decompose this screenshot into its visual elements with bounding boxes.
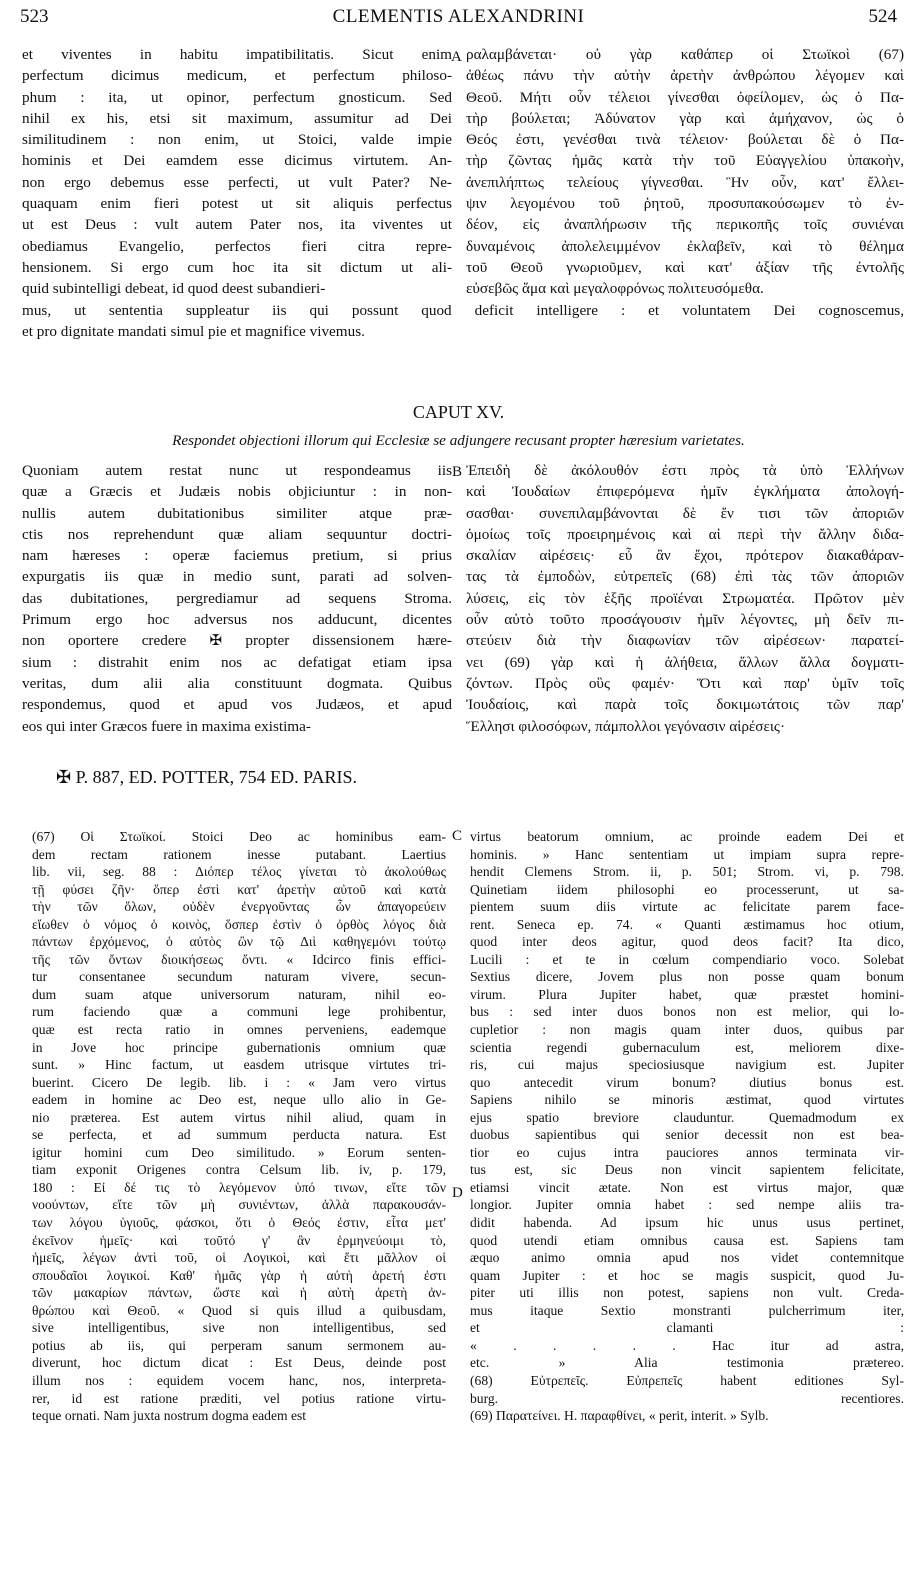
text-line: obediamus Evangelio, perfectos fieri citra repre- xyxy=(22,237,452,255)
text-line: nio præterea. Est autem virtus nihil aliud, quam in xyxy=(32,1109,446,1125)
text-line: nihil ex his, etsi sit maximum, assumitur ad Dei xyxy=(22,109,452,127)
text-line: potius ab iis, qui perperam sanum sermonem au- xyxy=(32,1337,446,1353)
text-line: Quoniam autem restat nunc ut respondeamus iis xyxy=(22,462,452,479)
text-line: rum faciendo quæ a communi lege prohibentur, xyxy=(32,1004,446,1020)
text-line: ἀθέως πάνυ τὴν αὐτὴν ἀρετὴν ἀνθρώπου λέγομεν καὶ xyxy=(466,67,904,85)
text-line: lib. vii, seg. 88 : Διόπερ τέλος γίνεται τὸ ἀκολούθως xyxy=(32,864,446,880)
text-line: longior. Jupiter omnia habet : sed nempe aliis tra- xyxy=(470,1197,904,1213)
text-line: τὴρ βούλεται; Ἀδύνατον γὰρ καὶ ἀμήχανον, ὡς ὁ xyxy=(466,109,904,127)
text-line: respondemus, quod et apud vos Judæos, et apud xyxy=(22,696,452,714)
text-line: tiam exponit Origenes contra Celsum lib. iv, p. 179, xyxy=(32,1162,446,1178)
text-line: ejus spatio breviore clauduntur. Quemadmodum ex xyxy=(470,1109,904,1125)
latin-continuation xyxy=(22,300,904,343)
text-line: etc. » Alia testimonia prætereo. xyxy=(470,1355,904,1371)
text-line: ραλαμβάνεται· οὐ γὰρ καθάπερ οἱ Στωϊκοὶ (67) xyxy=(466,46,904,63)
text-line: quo antecedit virum bonum? diutius bonus est. xyxy=(470,1074,904,1090)
text-line: εὐσεβῶς ἅμα καὶ μεγαλοφρόνως πολιτευσόμεθα. xyxy=(466,280,764,298)
text-line: σπουδαῖοι λογικοί. Καθ' ἡμᾶς γὰρ ἡ αὐτὴ ἀρετή ἐστι xyxy=(32,1267,446,1283)
greek-column-top xyxy=(466,44,904,300)
text-line: et viventes in habitu impatibilitatis. Sicut enim xyxy=(22,46,452,63)
chapter-title: CAPUT XV. xyxy=(412,402,505,422)
text-line: tior eo cujus intra pauciores annos terminata vir- xyxy=(470,1144,904,1160)
text-line: Sapiens nihilo se minoris æstimat, quod virtutes xyxy=(470,1092,904,1108)
text-line: (68) Εὐτρεπεῖς. Εὐπρεπεῖς habent editiones Syl- xyxy=(470,1372,904,1388)
text-line: Primum ergo hoc adversus nos adducunt, dicentes xyxy=(22,611,452,629)
text-line: ὁμοίως τοῖς προειρημένοις καὶ αἱ περὶ τὴν ἄλλην διδα- xyxy=(466,525,904,543)
text-line: hominis et Dei eamdem esse dicimus virtutem. An- xyxy=(22,152,452,170)
text-line: igitur homini cum Deo similitudo. » Eorum senten- xyxy=(32,1144,446,1160)
text-line: eos qui inter Græcos fuere in maxima existima- xyxy=(22,717,311,735)
text-line: dem rectam rationem inesse putabant. Laertius xyxy=(32,846,446,862)
text-line: perfectum dicimus medicum, et perfectum philoso- xyxy=(22,67,452,85)
text-line: σασθαι· συνεπιλαμβάνονται δὲ ἔν τισι τῶν ἀποριῶν xyxy=(466,504,904,522)
text-line: λύσεις, εἰς τὸν ἑξῆς προϊέναι Στρωματέα. Πρῶτον μὲν xyxy=(466,589,904,607)
text-line: cupletior : non magis quam inter duos, quibus par xyxy=(470,1022,904,1038)
text-line: στεύειν διὰ τὴν διαφωνίαν τῶν αἱρέσεων· παρατεί- xyxy=(466,632,904,650)
footnotes-right xyxy=(470,828,904,1425)
text-line: Θεός ἐστι, γενέσθαι τινὰ τέλειον· βούλεται δὲ ὁ Πα- xyxy=(466,131,904,149)
text-line: mus itaque Sextio monstranti pulcherrimum iter, xyxy=(470,1302,904,1318)
page-number-right: 524 xyxy=(868,6,897,27)
text-line: sium : distrahit enim nos ac defatigat etiam ipsa xyxy=(22,653,452,671)
text-line: scientia regendi gubernaculum est, meliorem dixe- xyxy=(470,1039,904,1055)
text-line: θρώπου καὶ Θεοῦ. « Quod si quis illud a quibusdam, xyxy=(32,1302,446,1318)
text-line: quod utendi etiam omnibus causa est. Sapiens tam xyxy=(470,1232,904,1248)
text-line: etiamsi vincit ætate. Non est virtus major, quæ xyxy=(470,1179,904,1195)
text-line: νοούντων, εἴτε τῶν μὴ συνιέντων, ἀλλὰ παρακουσάν- xyxy=(32,1197,446,1213)
text-line: das dubitationes, pergrediamur ad sequens Stroma. xyxy=(22,589,452,607)
text-line: sive intelligentibus, sive non intelligentibus, sed xyxy=(32,1320,446,1336)
text-line: buerint. Cicero De legib. lib. i : « Jam vero virtus xyxy=(32,1074,446,1090)
text-line: καὶ Ἰουδαίων ἐπιφερόμενα ἡμῖν ἐγκλήματα ἀπολογή- xyxy=(466,483,904,501)
text-line: quæ a Græcis et Judæis nobis objiciuntur : in non- xyxy=(22,483,452,501)
text-line: rent. Seneca ep. 74. « Quanti æstimamus hoc otium, xyxy=(470,916,904,932)
text-line: Lucili : et te in cœlum compendiario voco. Solebat xyxy=(470,951,904,967)
text-line: rer, id est ratione præditi, vel potius ratione virtu- xyxy=(32,1390,446,1406)
text-line: (67) Οἱ Στωϊκοί. Stoici Deo ac hominibus eam- xyxy=(32,829,446,844)
text-line: τῶν μακαρίων πάντων, ὥστε καὶ ἡ αὐτὴ ἀρετὴ ἀν- xyxy=(32,1285,446,1301)
margin-mark-c: C xyxy=(452,828,463,844)
text-line: mus, ut sententia suppleatur iis qui possunt quod deficit intelligere : et voluntatem Dei cognoscemus, xyxy=(22,302,904,319)
text-line: burg. recentiores. xyxy=(470,1390,904,1406)
text-line: τὴν τῶν ὅλων, οὐδὲν ἐνεργοῦντας ὧν ἀπαγορεύειν xyxy=(32,899,446,915)
greek-column-middle xyxy=(466,460,904,737)
latin-column-middle xyxy=(22,460,452,737)
running-title: CLEMENTIS ALEXANDRINI xyxy=(332,6,585,27)
text-line: quod inter deos agitur, quod deos facit? Ita dico, xyxy=(470,934,904,950)
text-line: τοῦ Θεοῦ γνωριοῦμεν, καὶ κατ' ἀξίαν τῆς ἐντολῆς xyxy=(466,258,904,276)
text-line: οὖν αὐτὸ τοῦτο προσάγουσιν ἡμῖν λέγοντες, μὴ δεῖν πι- xyxy=(466,611,904,629)
text-line: hominis. » Hanc sententiam ut impiam supra repre- xyxy=(470,846,904,862)
text-line: Quinetiam iidem philosophi eo processerunt, ut sa- xyxy=(470,881,904,897)
text-line: ris, cui majus speciosiusque navigium est. Jupiter xyxy=(470,1057,904,1073)
text-line: Ἕλλησι φιλοσόφων, πάμπολλοι γεγόνασιν αἱρέσεις· xyxy=(466,717,786,735)
text-line: νει (69) γὰρ καὶ ἡ ἀλήθεια, ἄλλων ἄλλα δογματι- xyxy=(466,653,904,671)
chapter-summary: Respondet objectioni illorum qui Ecclesiæ se adjungere recusant propter hæresium varietates. xyxy=(172,432,745,449)
text-line: illum nos : equidem vocem hanc, nos, interpreta- xyxy=(32,1372,446,1388)
text-line: nullis autem dubitationibus similiter atque præ- xyxy=(22,504,452,522)
page-number-left: 523 xyxy=(20,6,49,27)
text-line: σκαλίαν αἱρέσεις· εὖ ἂν ἔχοι, πρότερον διακαθάραν- xyxy=(466,547,904,565)
text-line: veritas, dum alii alia constituunt dogmata. Quibus xyxy=(22,674,452,692)
text-line: virum. Plura Jupiter habet, quæ præstet homini- xyxy=(470,986,904,1002)
text-line: piter uti illis non potest, sapiens non vult. Creda- xyxy=(470,1285,904,1301)
text-line: expurgatis iis quæ in medio sunt, parati ad solven- xyxy=(22,568,452,586)
text-line: ctis nos reprehendunt quæ aliam sequuntur doctri- xyxy=(22,525,452,543)
text-line: 180 : Εἰ δέ τις τὸ λεγόμενον ὑπό τινων, εἴτε τῶν xyxy=(32,1179,446,1195)
text-line: δυναμένοις ἀπολελειμμένον ἐκλαβεῖν, καὶ τὸ θέλημα xyxy=(466,237,904,255)
text-line: diverunt, hoc dictum dicat : Est Deus, deinde post xyxy=(32,1355,446,1371)
text-line: πάντων ἐρχόμενος, ὁ αὐτὸς ὢν τῷ Διὶ καθηγεμόνι τούτῳ xyxy=(32,934,446,950)
text-line: quid subintelligi debeat, id quod deest subandieri- xyxy=(22,280,326,298)
text-line: ἡμεῖς, λέγων ἀντὶ τοῦ, οἱ Λογικοὶ, καὶ ἔτι μᾶλλον οἱ xyxy=(32,1250,446,1266)
text-line: των λόγου ὑγιοῦς, φάσκοι, ὅτι ὁ Θεός ἐστιν, εἶτα μετ' xyxy=(32,1215,446,1231)
text-line: ἐκεῖνον ἡμεῖς· καὶ τοῦτό γ' ἂν ἑρμηνεύοιμι τὸ, xyxy=(32,1232,446,1248)
text-line: virtus beatorum omnium, ac proinde eadem Dei et xyxy=(470,829,904,844)
text-line: bus : sed inter duos bonos non est melior, qui lo- xyxy=(470,1004,904,1020)
text-line: τας τὰ ἐμποδὼν, εὐτρεπεῖς (68) ἐπὶ τὰς τῶν ἀποριῶν xyxy=(466,568,904,586)
text-line: hendit Clemens Strom. ii, p. 501; Strom. vi, p. 798. xyxy=(470,864,904,880)
text-line: et clamanti : xyxy=(470,1320,904,1336)
text-line: εἴωθεν ὁ νόμος ὁ κοινὸς, ὅσπερ ἐστὶν ὁ ὀρθὸς λόγος διὰ xyxy=(32,916,446,932)
text-line: ut est Deus : vult autem Pater nos, ita viventes ut xyxy=(22,216,452,234)
text-line: (69) Παρατείνει. H. παραφθίνει, « perit, interit. » Sylb. xyxy=(470,1408,769,1424)
text-line: didit habenda. Ad ipsum hic unus usus pertinet, xyxy=(470,1215,904,1231)
latin-column-top xyxy=(22,44,452,300)
text-line: in Jove hoc principe gubernationis omnium quæ xyxy=(32,1039,446,1055)
text-line: Ἰουδαίοις, καὶ παρὰ τοῖς δοκιμωτάτοις τῶν παρ' xyxy=(466,696,904,714)
text-line: tur consentanee secundum naturam vivere, secun- xyxy=(32,969,446,985)
text-line: duobus sapientibus qui senior decessit non est bea- xyxy=(470,1127,904,1143)
text-line: Ἐπειδὴ δὲ ἀκόλουθόν ἐστι πρὸς τὰ ὑπὸ Ἑλλήνων xyxy=(466,462,904,479)
text-line: non oportere credere ✠ propter dissensionem hære- xyxy=(22,632,452,650)
text-line: quam Jupiter : et hoc se magis suspicit, quod Ju- xyxy=(470,1267,904,1283)
text-line: Θεοῦ. Μήτι οὖν τέλειοι γίνεσθαι ὀφείλομεν, ὡς ὁ Πα- xyxy=(466,88,904,106)
text-line: hensionem. Si ergo cum hoc ita sit dictum ut ali- xyxy=(22,258,452,276)
edition-note: ✠ P. 887, ED. POTTER, 754 ED. PARIS. xyxy=(56,767,357,787)
text-line: τῆς τῶν ὄντων διοικήσεως ὄντι. « Idcirco finis effici- xyxy=(32,951,446,967)
text-line: tus est, sic Deus non vincit sapientem felicitate, xyxy=(470,1162,904,1178)
text-line: nam hæreses : operæ faciemus pretium, si prius xyxy=(22,547,452,565)
text-line: pientem suum diis virtute ac felicitate parem face- xyxy=(470,899,904,915)
text-line: quæ est recta ratio in omnes perveniens, eademque xyxy=(32,1022,446,1038)
text-line: dum suam atque universorum naturam, nihil eo- xyxy=(32,986,446,1002)
text-line: δέον, εἰς ἀναπλήρωσιν τῆς περικοπῆς τοῖς συνιέναι xyxy=(466,216,904,234)
text-line: τὴρ ζῶντας ἡμᾶς κατὰ τὴν τοῦ Εὐαγγελίου ὑπακοὴν, xyxy=(466,152,904,170)
text-line: teque ornati. Nam juxta nostrum dogma eadem est xyxy=(32,1408,307,1424)
footnotes-left xyxy=(32,828,446,1425)
text-line: se perfecta, et ad summum perducta natura. Est xyxy=(32,1127,446,1143)
text-line: « . . . . . Hac itur ad astra, xyxy=(470,1337,904,1353)
margin-mark-d: D xyxy=(452,1185,463,1201)
text-line: Sextius dicere, Jovem plus non posse quam bonum xyxy=(470,969,904,985)
margin-mark-b: B xyxy=(452,464,463,480)
running-header xyxy=(14,6,903,32)
text-line: τῇ φύσει ζῆν· ὅπερ ἐστὶ κατ' ἀρετὴν αὐτοῦ καὶ κατὰ xyxy=(32,881,446,897)
margin-mark-a: A xyxy=(451,49,462,65)
text-line: ζόντων. Πρὸς οὓς φαμέν· Ὅτι καὶ παρ' ὑμῖν τοῖς xyxy=(466,674,904,692)
text-line: ἀνεπιλήπτως τελείους γίγνεσθαι. Ἣν οὖν, κατ' ἔλλει- xyxy=(466,173,904,191)
text-line: non ergo debemus esse perfecti, ut vult Pater? Ne- xyxy=(22,173,452,191)
text-line: ψιν λεγομένου τοῦ ῥητοῦ, προσυπακούσωμεν τὸ ἐν- xyxy=(466,195,904,213)
text-line: et pro dignitate mandati simul pie et magnifice vivemus. xyxy=(22,323,365,341)
text-line: æquo animo omnia apud nos videt contemnitque xyxy=(470,1250,904,1266)
text-line: similitudinem : non enim, ut Stoici, valde impie xyxy=(22,131,452,149)
text-line: quaquam enim fieri potest ut sit aliquis perfectus xyxy=(22,195,452,213)
text-line: phum : ita, ut opinor, perfectum gnosticum. Sed xyxy=(22,88,452,106)
text-line: eadem in homine ac Deo est, neque ullo alio in Ge- xyxy=(32,1092,446,1108)
text-line: sunt. » Hinc factum, ut easdem utrisque virtutes tri- xyxy=(32,1057,446,1073)
